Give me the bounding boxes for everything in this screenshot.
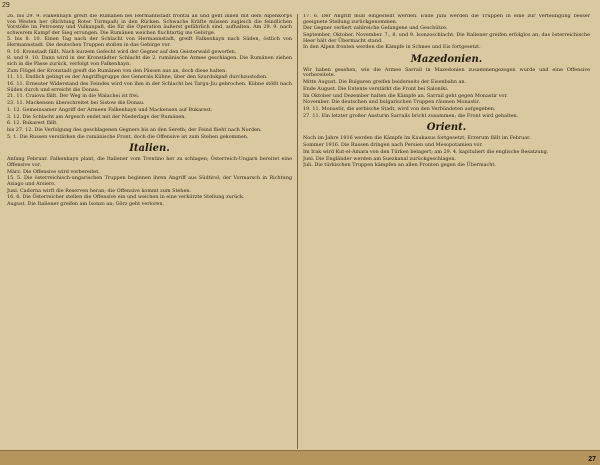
column-divider bbox=[297, 14, 298, 449]
chronicle-entry: 11. 11. Endlich gelingt es der Angriffsgruppe des Generals Kühne, über den Szurdukpaß durchzustoßen. bbox=[7, 74, 268, 81]
left-entries-chronicle bbox=[7, 14, 292, 140]
chronicle-entry: Wir haben gesehen, wie die Armee Sarrail in Mazedonien zusammengezogen wurde und eine Offensive vorbereitete. bbox=[303, 66, 590, 79]
chronicle-entry: Im Irak wird Kut-el-Amara von den Türken belagert; am 29. 4. kapituliert die englische Besatzung. bbox=[303, 148, 549, 155]
chronicle-entry: Im Oktober und Dezember halten die Kämpfe an. Sarrail geht gegen Monastir vor. bbox=[303, 92, 508, 99]
chronicle-entry: 1. 12. Gemeinsamer Angriff der Armeen Falkenhayn und Mackensen auf Bukarest. bbox=[7, 106, 213, 113]
chronicle-entry: 16. 11. Erneuter Widerstand des Feindes wird von ihm in der Schlacht bei Targu-Jiu gebrochen. Kühne stößt nach Süden durch und erreicht die Donau. bbox=[7, 81, 292, 93]
chronicle-entry: 17. 6. Der Angriff muß eingestellt werden. Ende Juni werden die Truppen in eine zur Verteidigung besser geeignete Stellung zurückgenommen. bbox=[303, 14, 590, 25]
chronicle-entry: 5. 1. Die Russen verstärken die rumänische Front, doch die Offensive ist zum Stehen gekommen. bbox=[7, 133, 249, 140]
left-entries-italy bbox=[7, 157, 292, 207]
right-entries-italy-continued bbox=[303, 14, 590, 51]
chronicle-entry: 9. 10. Kronstadt fällt. Nach kurzem Gefecht wird der Gegner auf den Geisterwald geworfen. bbox=[7, 48, 237, 55]
chronicle-entry: Anfang Februar. Falkenhayn plant, die Italiener vom Trentino her zu schlagen; Österreich-Ungarn bereitet eine Offensive vor. bbox=[7, 156, 292, 168]
left-column bbox=[7, 14, 292, 449]
chronicle-entry: Juni. Die Engländer werden am Suezkanal zurückgeschlagen. bbox=[303, 155, 457, 162]
chronicle-entry: Mitte August. Die Bulgaren greifen beiderseits der Eisenbahn an. bbox=[303, 79, 467, 86]
chronicle-entry: In den Alpen fronten werden die Kämpfe in Schnee und Eis fortgesetzt. bbox=[303, 44, 481, 51]
right-entries-macedonia bbox=[303, 68, 590, 120]
chronicle-entry: 26. bis 29. 9. Falkenhayn greift die Rumänen bei Hermannstadt frontal an und geht ihnen mit dem Alpenkorps von Westen her (Richtung Roter Turmpaß) in den Rücken. Schwache Kräfte müssen zugleich die feindlichen Vorstöße im Petroseny und Vulkanpaß, die für die Operation äußerst gefährlich sind, aufhalten. Am 29. 9. nach schwerem Kampf der Sieg errungen. Die Rumänen weichen fluchtartig ins Gebirge. bbox=[7, 14, 292, 36]
section-heading-macedonia: Mazedonien. bbox=[410, 53, 483, 65]
chronicle-entry: 21. 11. Craiova fällt. Der Weg in die Walachei ist frei. bbox=[7, 93, 140, 100]
chronicle-entry: bis 27. 12. Die Verfolgung des geschlagenen Gegners bis an den Sereth; der Feind flieht nach Norden. bbox=[7, 127, 262, 134]
chronicle-entry: Juli. Die türkischen Truppen kämpfen an allen Fronten gegen die Übermacht. bbox=[303, 162, 496, 169]
chronicle-entry: 23. 11. Mackensen überschreitet bei Sistow die Donau. bbox=[7, 100, 145, 107]
chronicle-entry: November. Die deutschen und bulgarischen Truppen räumen Monastir. bbox=[303, 99, 480, 106]
section-heading-orient: Orient. bbox=[426, 122, 467, 134]
chronicle-entry: Juni. Cadorna wirft die Reserven heran; die Offensive kommt zum Stehen. bbox=[7, 187, 192, 194]
chronicle-entry: 5. bis 8. 10. Einen Tag nach der Schlacht von Hermannstadt, greift Falkenhayn nach Süden, östlich von Hermannstadt. Die deutschen Truppen stoßen in das Gebirge vor. bbox=[7, 36, 292, 48]
chronicle-entry: 3. 12. Die Schlacht am Argesch endet mit der Niederlage der Rumänen. bbox=[7, 113, 187, 120]
chronicle-entry: Noch im Jahre 1916 werden die Kämpfe im Kaukasus fortgesetzt; Erzerum fällt im Februar. bbox=[303, 135, 531, 142]
chronicle-entry: Zum Flügel der Kronstadt greift die Rumänen von den Pässen aus an, doch diese halten. bbox=[7, 67, 227, 74]
chronicle-entry: September, Oktober, November. 7., 8. und 9. Isonzoschlacht. Die Italiener greifen erfolglos an; das österreichische Heer hält der Übermacht stand. bbox=[303, 32, 590, 44]
chronicle-entry: März. Die Offensive wird vorbereitet. bbox=[7, 168, 100, 175]
section-heading-italy: Italien. bbox=[129, 143, 170, 155]
chronicle-entry: August. Die Italiener greifen am Isonzo an; Görz geht verloren. bbox=[7, 201, 165, 208]
chronicle-entry: 16. 6. Die Österreicher stellen die Offensive ein und weichen in eine verkürzte Stellung zurück. bbox=[7, 194, 245, 201]
chronicle-entry: Sommer 1916. Die Russen dringen nach Persien und Mesopotamien vor. bbox=[303, 142, 483, 149]
chronicle-entry: 19. 11. Monastir, die serbische Stadt, wird von den Verbündeten aufgegeben. bbox=[303, 106, 496, 113]
right-entries-orient bbox=[303, 136, 590, 168]
chronicle-entry: Der Gegner verliert zahlreiche Gefangene und Geschütze. bbox=[303, 25, 448, 32]
page-number: 27 bbox=[588, 456, 596, 463]
chronicle-entry: 6. 12. Bukarest fällt. bbox=[7, 120, 58, 127]
left-page-number: 29 bbox=[2, 2, 10, 9]
right-column bbox=[303, 14, 590, 449]
chronicle-entry: 15. 5. Die österreichisch-ungarischen Truppen beginnen ihren Angriff aus Südtirol; der Vormarsch in Richtung Asiago und Arsiero. bbox=[7, 175, 292, 187]
chronicle-entry: 27. 11. Ein letzter großer Ansturm Sarrails bricht zusammen; die Front wird gehalten. bbox=[303, 112, 519, 119]
page-footer-bar bbox=[0, 450, 600, 465]
chronicle-entry: Ende August. Die Entente verstärkt die Front bei Saloniki. bbox=[303, 85, 449, 92]
chronicle-entry: 8. und 9. 10. Dann wird in der Kronstädter Schlacht die 2. rumänische Armee geschlagen. Die Rumänen ziehen sich in die Pässe zurück, verfolgt von Falkenhayn. bbox=[7, 55, 292, 67]
